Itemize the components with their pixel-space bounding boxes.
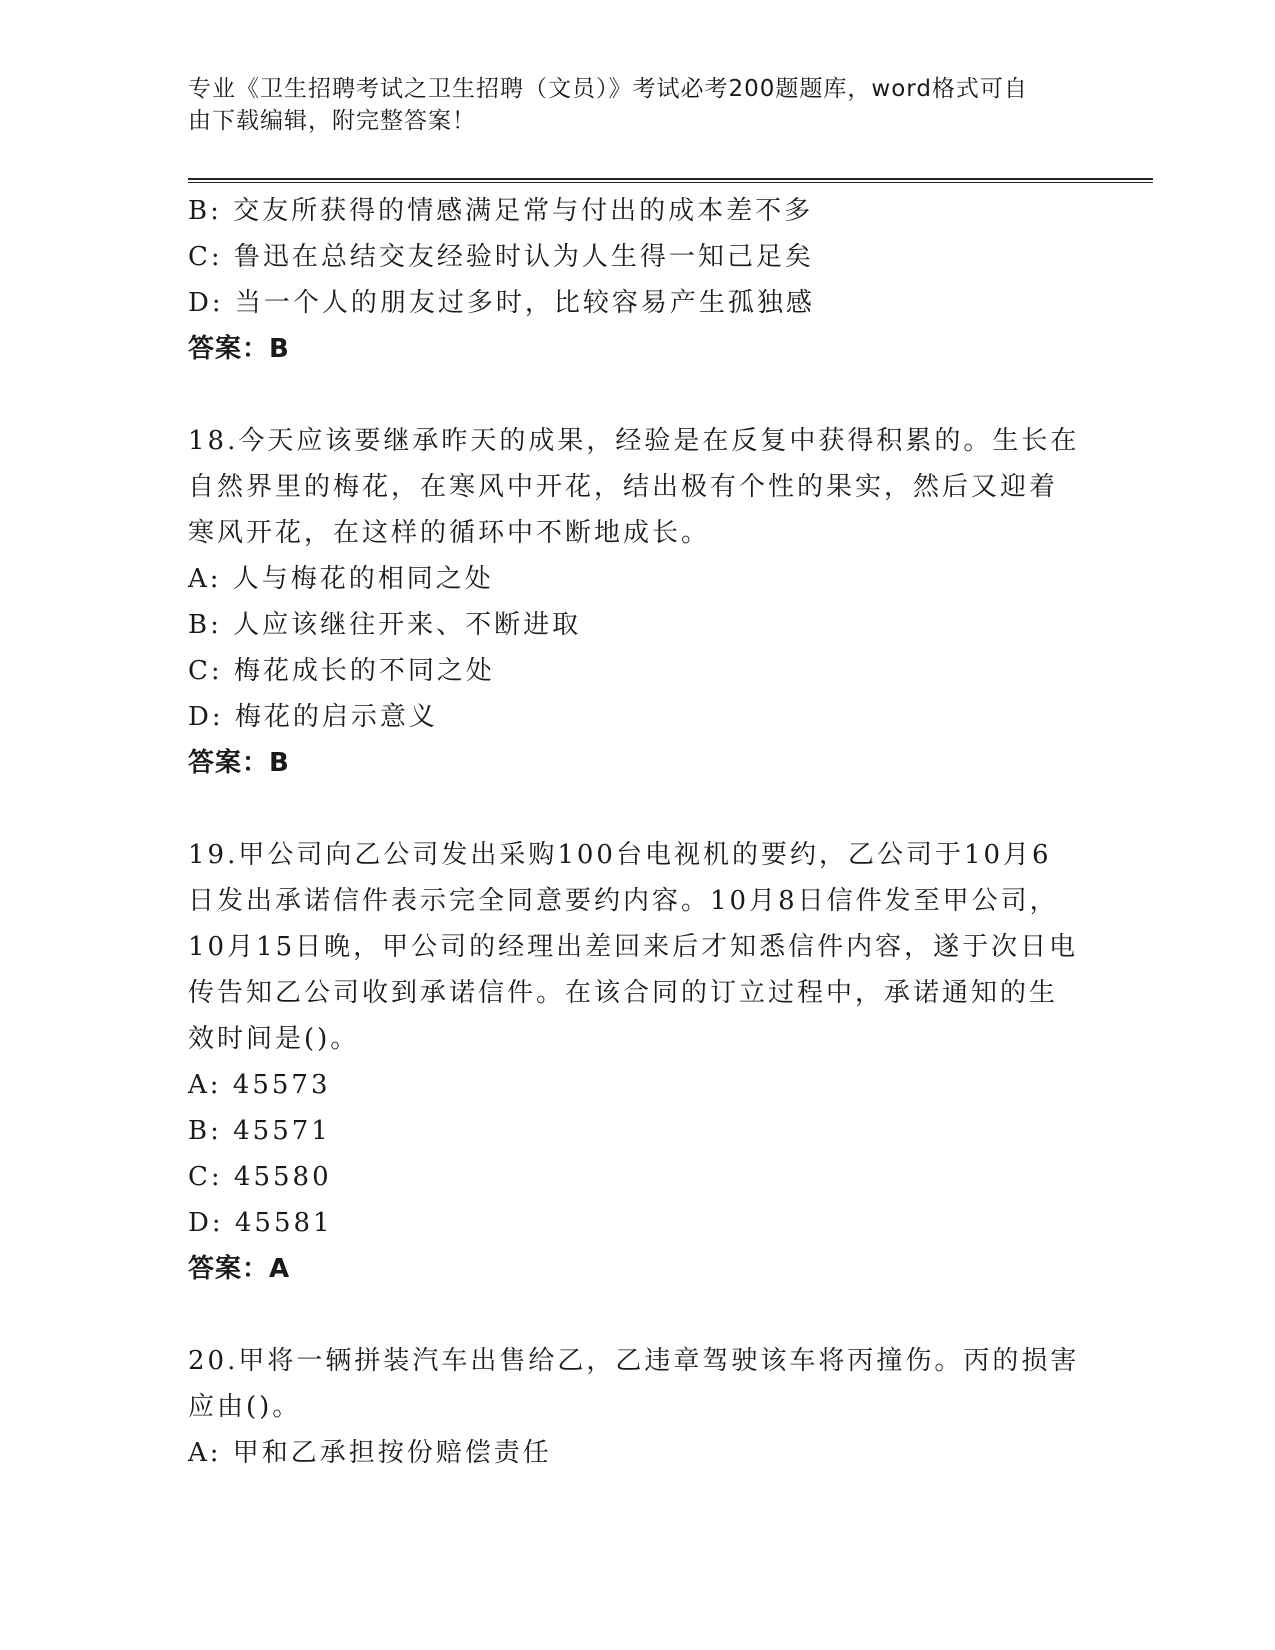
question-stem-line: 10月15日晚，甲公司的经理出差回来后才知悉信件内容，遂于次日电 xyxy=(188,932,1079,962)
option-c: C: 45580 xyxy=(188,1162,332,1192)
answer: 答案：A xyxy=(188,1254,291,1284)
header-line-2: 由下载编辑，附完整答案！ xyxy=(188,108,476,134)
answer: 答案：B xyxy=(188,334,290,364)
question-stem-line: 18.今天应该要继承昨天的成果，经验是在反复中获得积累的。生长在 xyxy=(188,426,1080,456)
document-body xyxy=(188,188,1088,1476)
spacer xyxy=(188,1292,1088,1338)
option-b: B: 45571 xyxy=(188,1116,331,1146)
question-20 xyxy=(188,1338,1088,1476)
question-18 xyxy=(188,418,1088,786)
option-a: A: 人与梅花的相同之处 xyxy=(188,564,494,594)
spacer xyxy=(188,372,1088,418)
question-stem-line: 效时间是()。 xyxy=(188,1024,360,1054)
question-19 xyxy=(188,832,1088,1292)
option-d: D: 梅花的启示意义 xyxy=(188,702,438,732)
question-stem-line: 应由()。 xyxy=(188,1392,302,1422)
question-17-tail xyxy=(188,188,1088,372)
question-stem-line: 寒风开花，在这样的循环中不断地成长。 xyxy=(188,518,711,548)
option-a: A: 45573 xyxy=(188,1070,331,1100)
document-header xyxy=(188,73,1078,137)
header-line-1: 专业《卫生招聘考试之卫生招聘（文员）》考试必考200题题库，word格式可自 xyxy=(188,76,1028,102)
header-divider-thin xyxy=(188,182,1153,183)
header-divider-thick xyxy=(188,178,1153,180)
option-c: C: 鲁迅在总结交友经验时认为人生得一知己足矣 xyxy=(188,242,814,272)
answer: 答案：B xyxy=(188,748,290,778)
option-d: D: 当一个人的朋友过多时，比较容易产生孤独感 xyxy=(188,288,815,318)
option-b: B: 交友所获得的情感满足常与付出的成本差不多 xyxy=(188,196,814,226)
question-stem-line: 自然界里的梅花，在寒风中开花，结出极有个性的果实，然后又迎着 xyxy=(188,472,1059,502)
question-stem-line: 20.甲将一辆拼装汽车出售给乙，乙违章驾驶该车将丙撞伤。丙的损害 xyxy=(188,1346,1080,1376)
option-c: C: 梅花成长的不同之处 xyxy=(188,656,495,686)
option-a: A: 甲和乙承担按份赔偿责任 xyxy=(188,1438,552,1468)
option-d: D: 45581 xyxy=(188,1208,333,1238)
option-b: B: 人应该继往开来、不断进取 xyxy=(188,610,582,640)
question-stem-line: 传告知乙公司收到承诺信件。在该合同的订立过程中，承诺通知的生 xyxy=(188,978,1059,1008)
question-stem-line: 19.甲公司向乙公司发出采购100台电视机的要约，乙公司于10月6 xyxy=(188,840,1052,870)
question-stem-line: 日发出承诺信件表示完全同意要约内容。10月8日信件发至甲公司， xyxy=(188,886,1059,916)
spacer xyxy=(188,786,1088,832)
